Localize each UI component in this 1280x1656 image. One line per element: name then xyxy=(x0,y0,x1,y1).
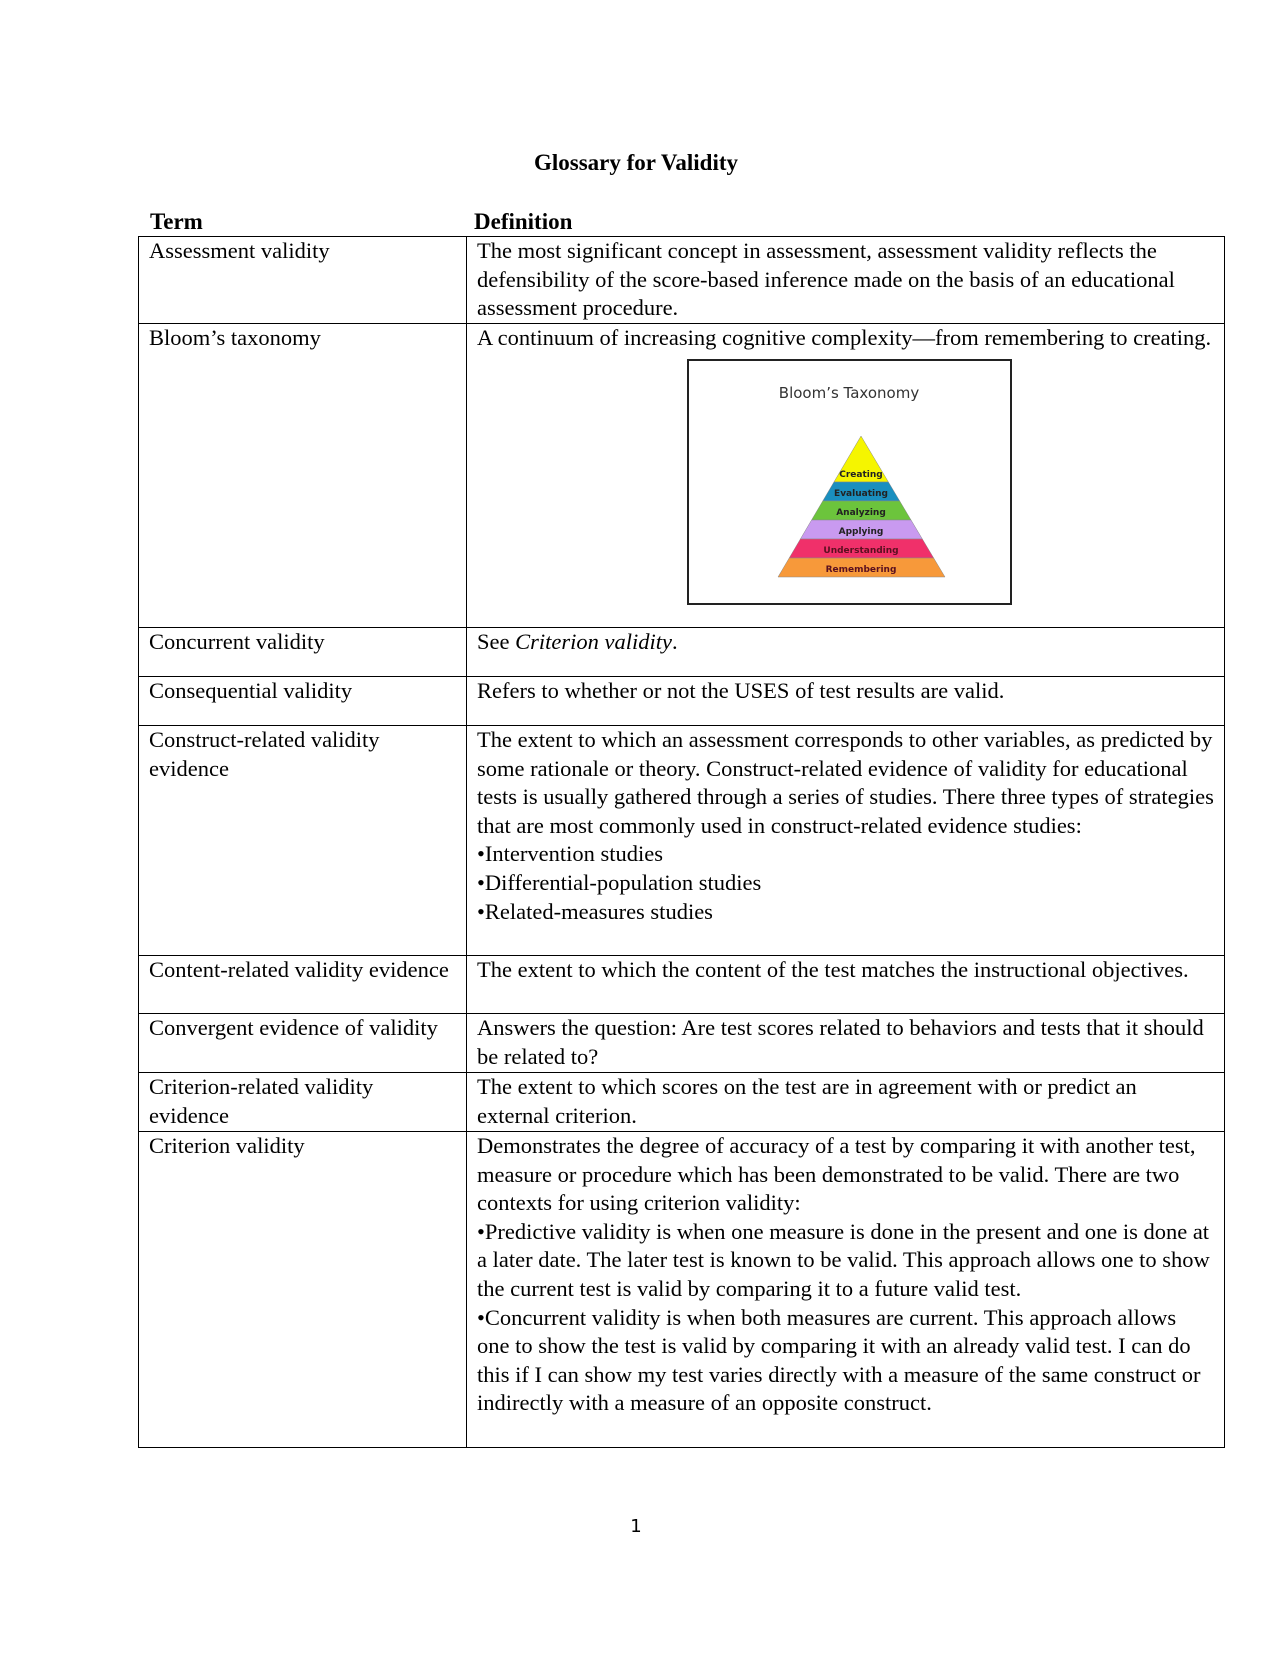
term-cell: Convergent evidence of validity xyxy=(139,1014,467,1073)
definition-cell xyxy=(467,726,1225,956)
bullet-item: •Predictive validity is when one measure is done in the present and one is done at a later date. The later test is known to be valid. This approach allows one to show the current test is valid by comparing it to a future valid test. xyxy=(477,1218,1210,1301)
table-row xyxy=(139,628,1225,677)
definition-cell xyxy=(467,1132,1225,1448)
table-row xyxy=(139,237,1225,324)
definition-cell: The extent to which scores on the test are in agreement with or predict an external criterion. xyxy=(467,1073,1225,1132)
term-cell: Assessment validity xyxy=(139,237,467,324)
bullet-item: •Differential-population studies xyxy=(477,869,762,895)
pyramid-label: Applying xyxy=(838,526,884,537)
page-number: 1 xyxy=(630,1516,642,1537)
table-row xyxy=(139,1132,1225,1448)
term-cell: Bloom’s taxonomy xyxy=(139,324,467,628)
term-cell: Content-related validity evidence xyxy=(139,956,467,1014)
definition-cell xyxy=(467,324,1225,628)
definition-cell: Refers to whether or not the USES of test results are valid. xyxy=(467,677,1225,726)
definition-text: The extent to which an assessment corresponds to other variables, as predicted by some rationale or theory. Construct-related evidence of validity for educational tests is usually gathered through a series of studies. There three types of strategies that are most commonly used in construct-related evidence studies: xyxy=(477,727,1214,838)
pyramid-label: Understanding xyxy=(823,545,899,556)
document-title: Glossary for Validity xyxy=(533,150,739,175)
table-row xyxy=(139,726,1225,956)
definition-link-text: Criterion validity xyxy=(515,629,672,654)
pyramid-label: Analyzing xyxy=(836,507,886,518)
definition-cell: The most significant concept in assessment, assessment validity reflects the defensibility of the score-based inference made on the basis of an educational assessment procedure. xyxy=(467,237,1225,324)
blooms-taxonomy-figure xyxy=(687,359,1012,605)
table-row xyxy=(139,1073,1225,1132)
table-row xyxy=(139,956,1225,1014)
bullet-item: •Related-measures studies xyxy=(477,898,713,924)
table-row xyxy=(139,324,1225,628)
term-cell: Construct-related validity evidence xyxy=(139,726,467,956)
column-header-definition: Definition xyxy=(474,209,573,234)
definition-cell: The extent to which the content of the test matches the instructional objectives. xyxy=(467,956,1225,1014)
blooms-pyramid xyxy=(689,361,1010,603)
definition-text: Demonstrates the degree of accuracy of a test by comparing it with another test, measure or procedure which has been demonstrated to be valid. There are two contexts for using criterion validity: xyxy=(477,1133,1196,1216)
term-cell: Criterion-related validity evidence xyxy=(139,1073,467,1132)
pyramid-label: Remembering xyxy=(825,564,897,575)
bullet-item: •Intervention studies xyxy=(477,841,663,867)
definition-prefix: See xyxy=(477,629,516,654)
figure-title: Bloom’s Taxonomy xyxy=(778,383,920,402)
term-cell: Consequential validity xyxy=(139,677,467,726)
definition-cell: Answers the question: Are test scores related to behaviors and tests that it should be related to? xyxy=(467,1014,1225,1073)
term-cell: Criterion validity xyxy=(139,1132,467,1448)
pyramid-label: Creating xyxy=(839,469,883,480)
table-row xyxy=(139,677,1225,726)
definition-suffix: . xyxy=(672,629,678,654)
term-cell: Concurrent validity xyxy=(139,628,467,677)
table-row xyxy=(139,1014,1225,1073)
bullet-item: •Concurrent validity is when both measures are current. This approach allows one to show the test is valid by comparing it with an already valid test. I can do this if I can show my test varies directly with a measure of the same construct or indirectly with a measure of an opposite construct. xyxy=(477,1304,1201,1416)
definition-text: A continuum of increasing cognitive complexity—from remembering to creating. xyxy=(477,325,1212,350)
column-header-term: Term xyxy=(150,209,203,234)
definition-cell xyxy=(467,628,1225,677)
glossary-table xyxy=(138,236,1225,1448)
pyramid-label: Evaluating xyxy=(834,488,888,499)
